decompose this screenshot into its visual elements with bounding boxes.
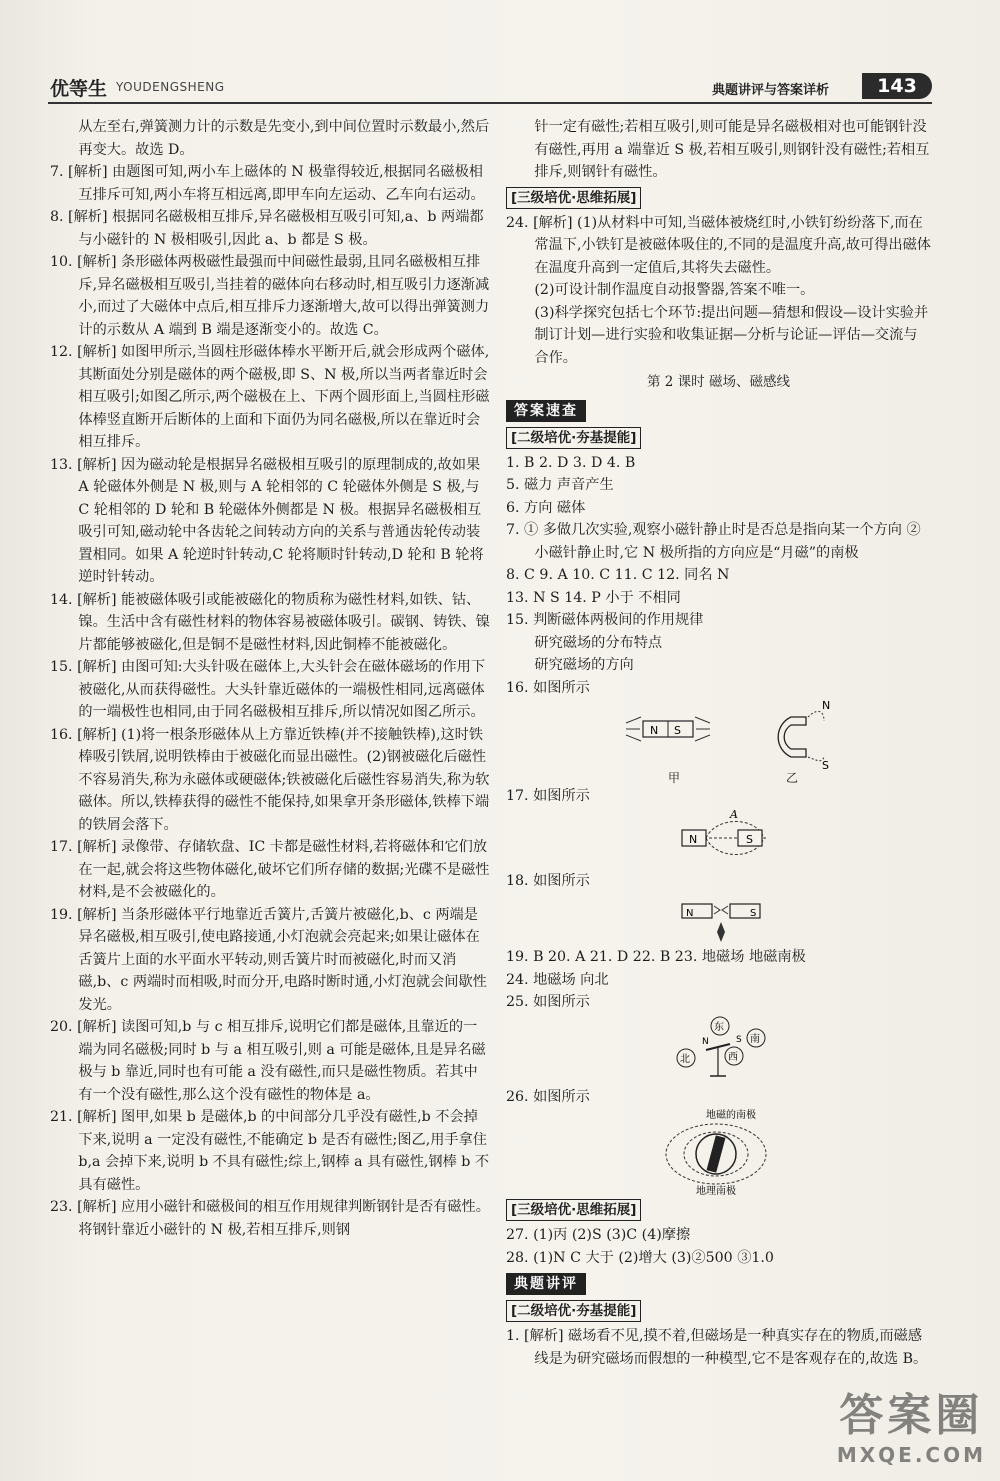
lesson-title: 第 2 课时 磁场、磁感线: [647, 374, 790, 390]
figure-16-captions: [506, 767, 931, 785]
answer-line-b-2: 25. 如图所示: [506, 994, 590, 1010]
answer-line-7: 研究磁场的分布特点: [534, 634, 663, 651]
caption-yi: 乙: [786, 771, 799, 785]
svg-text:N: N: [650, 724, 659, 737]
answer-list-2: [506, 946, 931, 1014]
answer-line-6: 15. 判断磁体两极间的作用规律: [506, 612, 704, 628]
answer-line-1: 5. 磁力 声音产生: [506, 477, 614, 493]
figure-16: [506, 699, 931, 771]
answer-line-b-0: 19. B 20. A 21. D 22. B 23. 地磁场 地磁南极: [506, 949, 806, 965]
right-column: [506, 116, 931, 1370]
answer-line-2: 6. 方向 磁体: [506, 499, 586, 516]
left-paragraph-4: 12. [解析] 如图甲所示,当圆柱形磁体棒水平断开后,就会形成两个磁体,其断面处分别是磁体的两个磁极,即 S、N 极,所以当两者靠近时会相互吸引;如图乙所示,两个磁极在上、下两个圆形面上,当圆柱形磁体棒竖直断开后断体的上面和下面仍为同名磁极,所以在靠近时会相互排斥。: [50, 344, 490, 450]
header-rule: [48, 102, 932, 104]
figure-26: [506, 1108, 931, 1196]
answer-24-paragraph-2: (3)科学探究包括七个环节:提出问题—猜想和假设—设计实验并制订计划—进行实验和收集证据—分析与论证—评估—交流与合作。: [534, 304, 929, 366]
svg-text:S: S: [746, 832, 753, 846]
brand-english: YOUDENGSHENG: [116, 80, 225, 94]
left-paragraph-1: 7. [解析] 由题图可知,两小车上磁体的 N 极靠得较近,根据同名磁极相互排斥可知,两小车将互相远离,即甲车向左运动、乙车向右运动。: [50, 164, 485, 203]
answer-23-continued: [506, 116, 931, 184]
left-column: [50, 116, 490, 1241]
answers-quick-check-bar: 答案速查: [506, 400, 586, 422]
left-paragraph-3: 10. [解析] 条形磁体两极磁性最强而中间磁性最弱,且同名磁极相互排斥,异名磁极相互吸引,当挂着的磁体向右移动时,相互吸引力逐渐减小,而过了大磁体中点后,相互排斥力逐渐增大,故可以得出弹簧测力计的示数从 A 端到 B 端是逐渐变小的。故选 C。: [50, 254, 490, 338]
answer-26: 26. 如图所示: [506, 1088, 590, 1105]
answer-line-9: 16. 如图所示: [506, 679, 590, 696]
left-paragraph-13: 23. [解析] 应用小磁针和磁极间的相互作用规律判断钢针是否有磁性。将钢针靠近小磁针的 N 极,若相互排斥,则钢: [50, 1199, 490, 1238]
answer-list: [506, 452, 931, 700]
level-tag-two-2: [二级培优·夯基提能]: [506, 1300, 641, 1322]
section-title: 典题讲评与答案详析: [712, 83, 830, 98]
svg-text:S: S: [736, 1034, 742, 1045]
answer-17: 17. 如图所示: [506, 788, 590, 804]
answer-line-4: 8. C 9. A 10. C 11. C 12. 同名 N: [506, 567, 730, 583]
answer-line-c-0: 27. (1)丙 (2)S (3)C (4)摩擦: [506, 1227, 691, 1243]
bar-magnet-jia: [626, 717, 710, 741]
review-paragraph-0: 1. [解析] 磁场看不见,摸不着,但磁场是一种真实存在的物质,而磁感线是为研究磁场而假想的一种模型,它不是客观存在的,故选 B。: [506, 1328, 928, 1367]
level-tag-two: [二级培优·夯基提能]: [506, 427, 641, 449]
page-number: 143: [862, 73, 932, 99]
answer-line-0: 1. B 2. D 3. D 4. B: [506, 454, 636, 471]
svg-text:N: N: [702, 1036, 709, 1047]
answer-24-paragraph-1: (2)可设计制作温度自动报警器,答案不唯一。: [534, 282, 815, 298]
svg-text:东: 东: [714, 1021, 724, 1033]
answer-line-3: 7. ① 多做几次实验,观察小磁针静止时是否总是指向某一个方向 ② 小磁针静止时,它 N 极所指的方向应是“月磁”的南极: [506, 522, 921, 561]
answer-24: [506, 212, 931, 370]
brand-logo: 优等生: [50, 78, 108, 100]
figure-18: [506, 892, 931, 946]
watermark-logo: 答案圈 MXQE.COM: [836, 1390, 986, 1467]
answer-line-5: 13. N S 14. P 小于 不相同: [506, 589, 681, 606]
answer-18: 18. 如图所示: [506, 872, 590, 889]
right-top-paragraph-0: 针一定有磁性;若相互吸引,则可能是异名磁极相对也可能钢针没有磁性,再用 a 端靠近 S 极,若相互吸引,则钢针没有磁性;若相互排斥,则钢针有磁性。: [534, 119, 930, 180]
answer-list-3: [506, 1224, 931, 1269]
svg-text:S: S: [750, 908, 757, 919]
left-paragraph-6: 14. [解析] 能被磁体吸引或能被磁化的物质称为磁性材料,如铁、钴、镍。生活中含有磁性材料的物体容易被磁体吸引。碳钢、铸铁、镍片都能够被磁化,但是铜不是磁性材料,因此铜棒不能被磁化。: [50, 591, 490, 653]
svg-text:N: N: [822, 699, 831, 712]
left-paragraph-12: 21. [解析] 图甲,如果 b 是磁体,b 的中间部分几乎没有磁性,b 不会掉下来,说明 a 一定没有磁性,不能确定 b 是否有磁性;图乙,用手拿住 b,a 会掉下来,说明 b 不具有磁性;综上,钢棒 a 具有磁性,钢棒 b 不具有磁性。: [50, 1109, 490, 1193]
svg-text:西: 西: [728, 1051, 738, 1063]
left-paragraph-10: 19. [解析] 当条形磁体平行地靠近舌簧片,舌簧片被磁化,b、c 两端是异名磁极,相互吸引,使电路接通,小灯泡就会亮起来;如果让磁体在舌簧片上面的水平面水平转动,则舌簧片时而被磁化,时而又消磁,b、c 两端时而相吸,时而分开,电路时断时通,小灯泡就会间歇性发光。: [50, 906, 487, 1013]
left-paragraph-11: 20. [解析] 读图可知,b 与 c 相互排斥,说明它们都是磁体,且靠近的一端为同名磁极;同时 b 与 a 相互吸引,则 a 可能是磁体,且是异名磁极与 b 靠近,同时也有可能 a 没有磁性,而只是磁性物质。若其中有一个没有磁性,那么这个没有磁性的物体是 a。: [50, 1019, 486, 1103]
left-paragraph-5: 13. [解析] 因为磁动轮是根据异名磁极相互吸引的原理制成的,故如果 A 轮磁体外侧是 N 极,则与 A 轮相邻的 C 轮磁体外侧是 S 极,与 C 轮相邻的 D 轮和 B 轮磁体外侧都是 N 极。根据异名磁极相互吸引可知,磁动轮中各齿轮之间转动方向的关系与普通齿轮传动装置相同。如果 A 轮逆时针转动,C 轮将顺时针转动,D 轮和 B 轮将逆时针转动。: [50, 456, 484, 585]
svg-text:地磁的南极: 地磁的南极: [706, 1110, 756, 1121]
level-tag-three-2: [三级培优·思维拓展]: [506, 1199, 641, 1221]
svg-text:S: S: [674, 724, 681, 737]
left-paragraph-9: 17. [解析] 录像带、存储软盘、IC 卡都是磁性材料,若将磁体和它们放在一起,就会将这些物体磁化,破坏它们所存储的数据;光碟不是磁性材料,是不会被磁化的。: [50, 839, 490, 900]
review-list: [506, 1325, 931, 1370]
svg-text:N: N: [689, 832, 698, 846]
horseshoe-magnet-yi: [778, 699, 830, 771]
answer-line-c-1: 28. (1)N C 大于 (2)增大 (3)②500 ③1.0: [506, 1249, 774, 1266]
answer-24-paragraph-0: 24. [解析] (1)从材料中可知,当磁体被烧红时,小铁钉纷纷落下,而在常温下,小铁钉是被磁体吸住的,不同的是温度升高,故可得出磁体在温度升高到一定值后,其将失去磁性。: [506, 214, 931, 276]
caption-jia: 甲: [668, 771, 681, 785]
svg-text:北: 北: [680, 1053, 690, 1065]
level-tag-three: [三级培优·思维拓展]: [506, 187, 641, 209]
svg-text:地理南极: 地理南极: [696, 1186, 736, 1196]
answer-line-b-1: 24. 地磁场 向北: [506, 971, 609, 988]
left-paragraph-7: 15. [解析] 由图可知:大头针吸在磁体上,大头针会在磁体磁场的作用下被磁化,从而获得磁性。大头针靠近磁体的一端极性相同,远离磁体的一端极性也相同,由于同名磁极相互排斥,所以情况如图乙所示。: [50, 659, 486, 720]
typical-review-bar: 典题讲评: [506, 1273, 586, 1295]
svg-text:S: S: [822, 759, 829, 771]
left-paragraph-0: 从左至右,弹簧测力计的示数是先变小,到中间位置时示数最小,然后再变大。故选 D。: [78, 119, 490, 158]
left-paragraph-2: 8. [解析] 根据同名磁极相互排斥,异名磁极相互吸引可知,a、b 两端都与小磁针的 N 极相吸引,因此 a、b 都是 S 极。: [50, 209, 484, 248]
figure-25: [506, 1014, 931, 1086]
figure-17: [506, 808, 931, 870]
svg-text:N: N: [686, 908, 694, 919]
svg-text:A: A: [730, 807, 738, 821]
page-header: [0, 70, 1000, 110]
left-paragraph-8: 16. [解析] (1)将一根条形磁体从上方靠近铁棒(并不接触铁棒),这时铁棒吸引铁屑,说明铁棒由于被磁化而显出磁性。(2)钢被磁化后磁性不容易消失,称为永磁体或硬磁体;铁被磁化后磁性容易消失,称为软磁体。所以,铁棒获得的磁性不能保持,如果拿开条形磁体,铁棒下端的铁屑会落下。: [50, 726, 490, 833]
svg-text:南: 南: [750, 1033, 760, 1045]
answer-line-8: 研究磁场的方向: [534, 657, 634, 673]
